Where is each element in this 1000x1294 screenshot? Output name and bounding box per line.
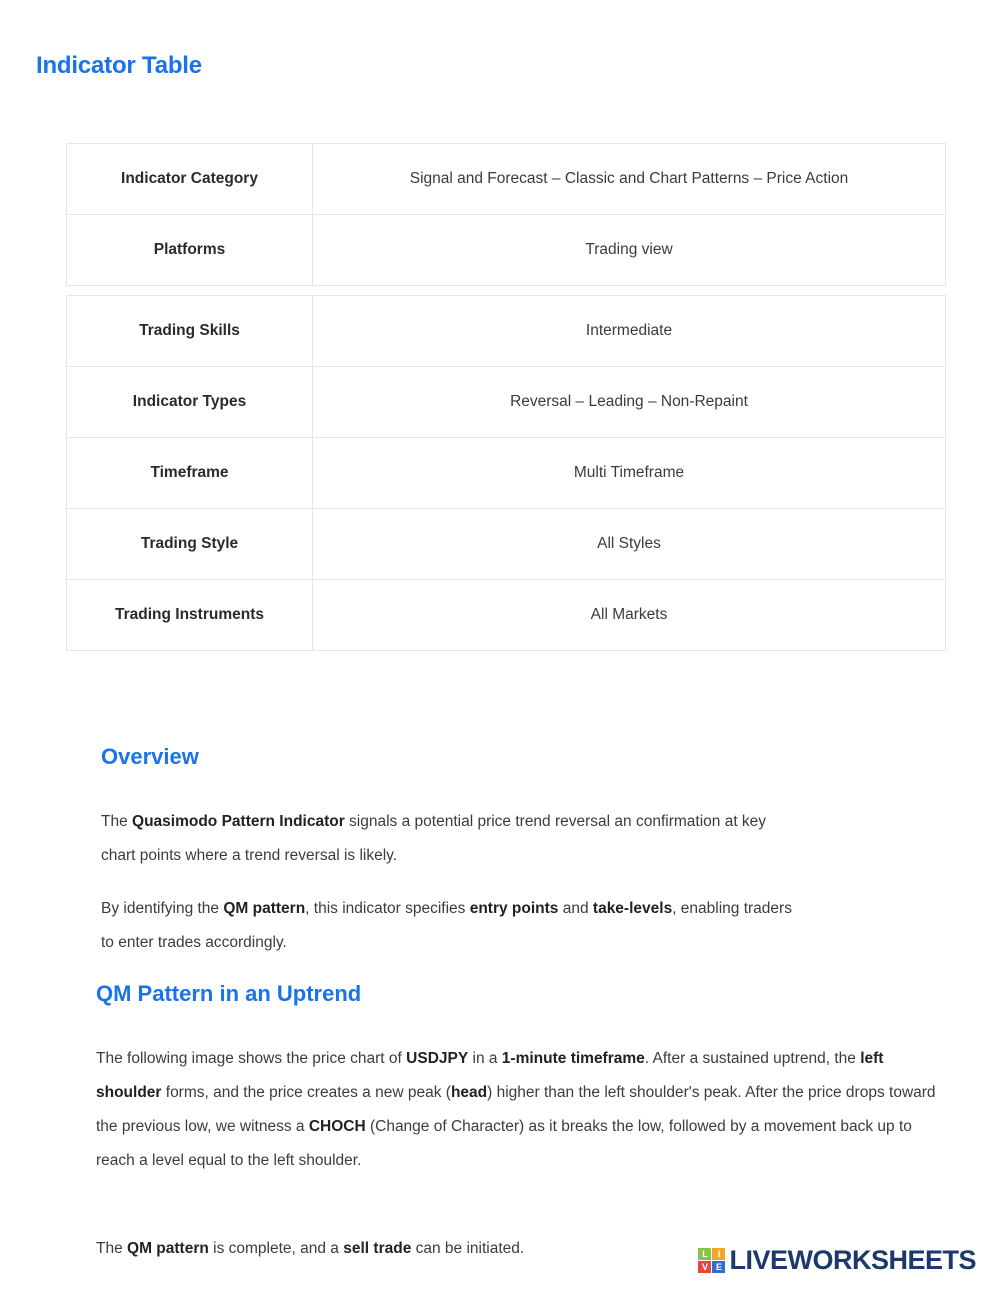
text-fragment: The <box>101 813 133 830</box>
text-fragment: The <box>96 1240 128 1257</box>
table-cell-value: Signal and Forecast – Classic and Chart Patterns – Price Action <box>313 144 946 215</box>
text-bold: USDJPY <box>406 1050 469 1067</box>
table-spacer-cell <box>67 286 313 296</box>
table-row <box>67 367 946 438</box>
overview-paragraph-1 <box>101 805 801 873</box>
logo-letter-e: E <box>712 1261 725 1273</box>
text-bold: entry points <box>469 900 559 917</box>
table-row <box>67 144 946 215</box>
table-spacer-cell <box>313 286 946 296</box>
logo-letter-i: I <box>712 1248 725 1260</box>
text-bold: head <box>450 1084 488 1101</box>
text-bold: left shoulder <box>96 1050 884 1101</box>
logo-text: LIVEWORKSHEETS <box>729 1245 976 1275</box>
text-fragment: and <box>558 900 593 917</box>
text-fragment: is complete, and a <box>208 1240 344 1257</box>
text-fragment: , this indicator specifies <box>305 900 470 917</box>
liveworksheets-logo[interactable] <box>698 1245 976 1276</box>
page-title: Indicator Table <box>36 52 202 79</box>
table-cell-label: Timeframe <box>67 438 313 509</box>
table-cell-label: Trading Instruments <box>67 580 313 651</box>
text-fragment: , enabling traders to enter trades accordingly. <box>101 900 792 951</box>
text-fragment: signals a potential price trend reversal an confirmation at key chart points where a trend reversal is likely. <box>101 813 767 864</box>
text-bold: take-levels <box>592 900 673 917</box>
table-cell-value: Reversal – Leading – Non-Repaint <box>313 367 946 438</box>
table-cell-value: Trading view <box>313 215 946 286</box>
logo-badge-icon <box>698 1248 725 1273</box>
table-row <box>67 296 946 367</box>
text-bold: QM pattern <box>223 900 306 917</box>
text-bold: sell trade <box>343 1240 412 1257</box>
logo-letter-v: V <box>698 1261 711 1273</box>
text-fragment: forms, and the price creates a new peak ( <box>161 1084 451 1101</box>
table-cell-value: All Styles <box>313 509 946 580</box>
table-cell-label: Indicator Types <box>67 367 313 438</box>
table-row <box>67 509 946 580</box>
overview-paragraph-2 <box>101 892 801 960</box>
text-bold: 1-minute timeframe <box>501 1050 645 1067</box>
text-fragment: can be initiated. <box>411 1240 525 1257</box>
text-fragment: . After a sustained uptrend, the <box>644 1050 861 1067</box>
table-cell-label: Trading Style <box>67 509 313 580</box>
table-row <box>67 438 946 509</box>
table-cell-value: Intermediate <box>313 296 946 367</box>
table-cell-value: Multi Timeframe <box>313 438 946 509</box>
table-row <box>67 215 946 286</box>
indicator-table-wrapper <box>66 143 946 651</box>
indicator-table <box>66 143 946 651</box>
table-row-spacer <box>67 286 946 296</box>
uptrend-heading: QM Pattern in an Uptrend <box>96 981 362 1006</box>
text-fragment: ) higher than the left shoulder's peak. After the price drops toward the previous low, we witness a <box>96 1084 936 1135</box>
uptrend-paragraph-2 <box>96 1232 796 1266</box>
text-fragment: The following image shows the price chart of <box>96 1050 407 1067</box>
overview-heading: Overview <box>101 744 199 769</box>
text-fragment: (Change of Character) as it breaks the low, followed by a movement back up to reach a level equal to the left shoulder. <box>96 1118 912 1169</box>
table-cell-label: Indicator Category <box>67 144 313 215</box>
text-bold: QM pattern <box>127 1240 209 1257</box>
uptrend-paragraph-1 <box>96 1042 946 1178</box>
text-fragment: By identifying the <box>101 900 224 917</box>
table-cell-label: Trading Skills <box>67 296 313 367</box>
table-row <box>67 580 946 651</box>
text-bold: Quasimodo Pattern Indicator <box>132 813 345 830</box>
text-bold: CHOCH <box>308 1118 366 1135</box>
logo-letter-l: L <box>698 1248 711 1260</box>
text-fragment: in a <box>468 1050 502 1067</box>
table-cell-label: Platforms <box>67 215 313 286</box>
table-cell-value: All Markets <box>313 580 946 651</box>
